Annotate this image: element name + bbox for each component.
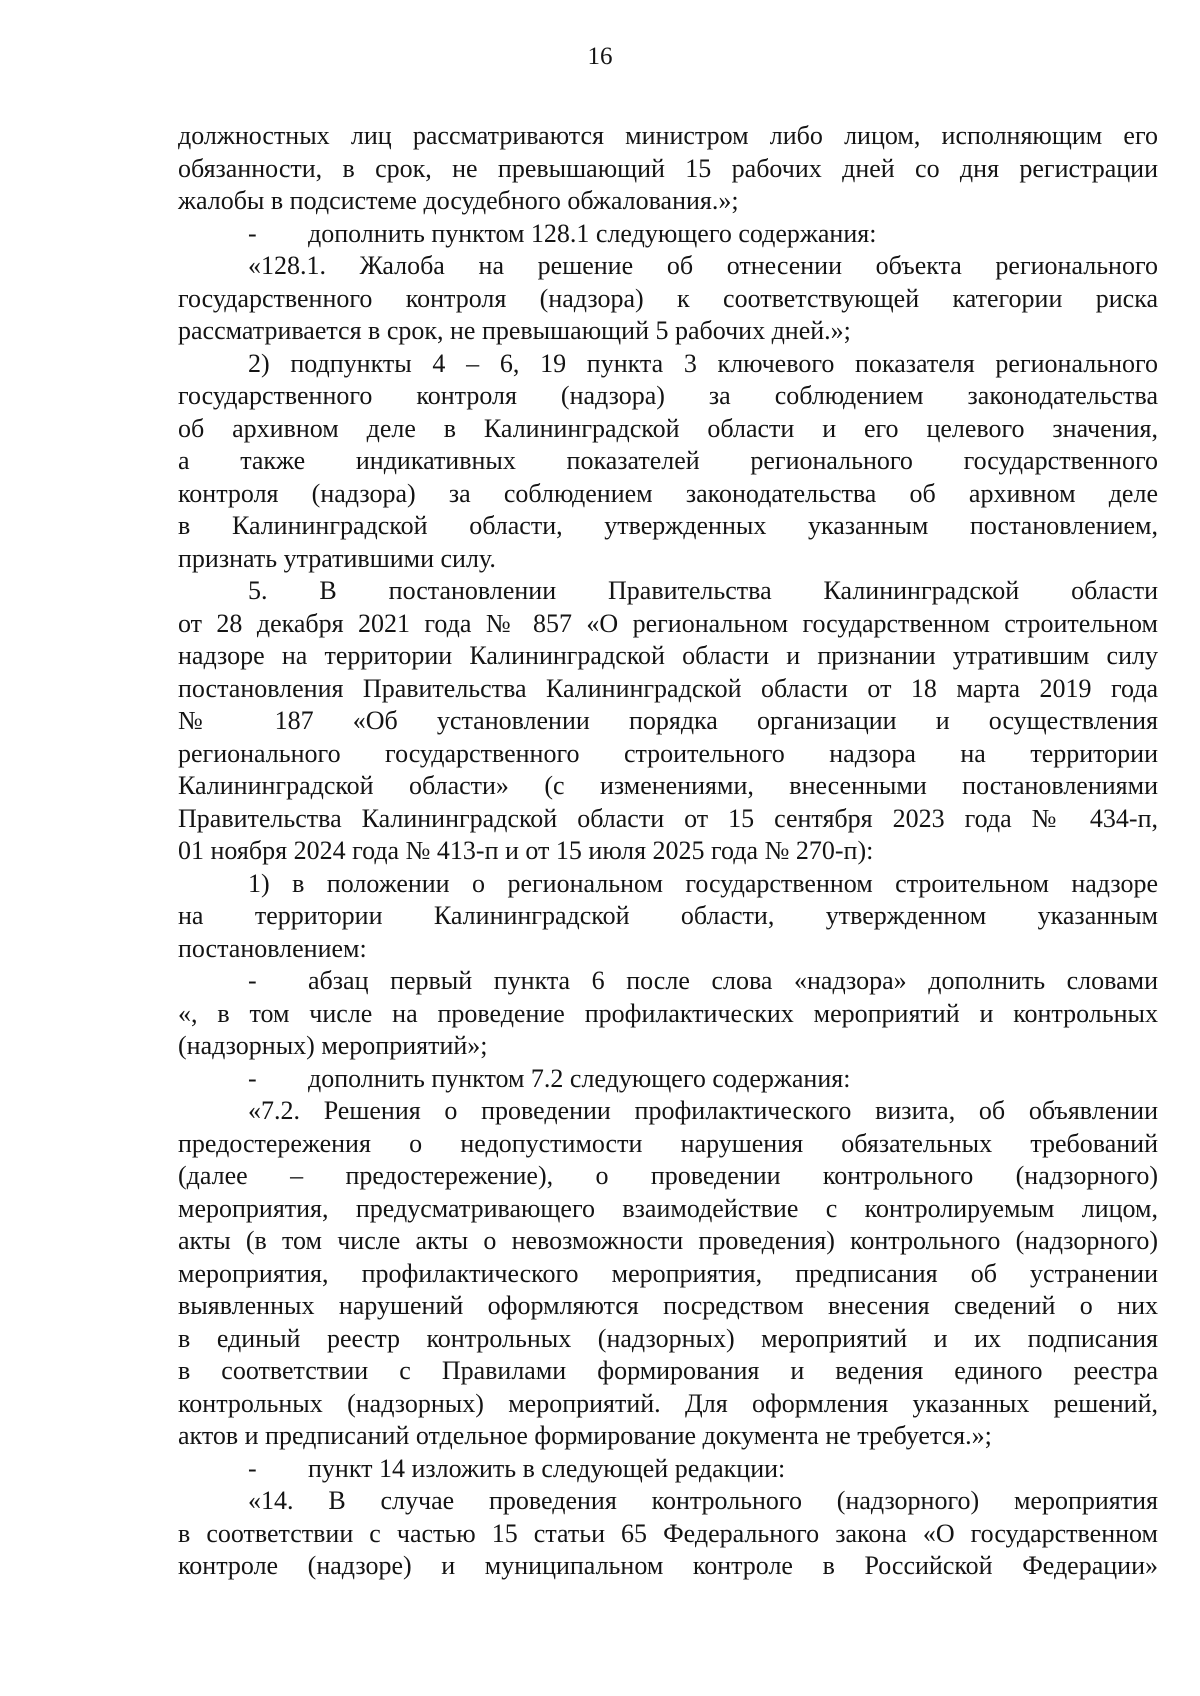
- list-item-text: абзац первый пункта 6 после слова «надзора» дополнить словами: [308, 966, 1158, 995]
- text-line: государственного контроля (надзора) за соблюдением законодательства: [178, 381, 1158, 410]
- text-line: 1) в положении о региональном государственном строительном надзоре: [248, 868, 1158, 898]
- dash-marker: -: [248, 218, 257, 248]
- text-line: 2) подпункты 4 – 6, 19 пункта 3 ключевого показателя регионального: [248, 348, 1158, 378]
- text-line: надзоре на территории Калининградской области и признании утратившим силу: [178, 641, 1158, 670]
- text-line: предостережения о недопустимости нарушения обязательных требований: [178, 1128, 1158, 1158]
- list-item: [178, 218, 1158, 251]
- text-line: контрольных (надзорных) мероприятий. Для оформления указанных решений,: [178, 1388, 1158, 1418]
- text-line: контроле (надзоре) и муниципальном контроле в Российской Федерации»: [178, 1551, 1158, 1580]
- list-item: [178, 1453, 1158, 1486]
- text-line: акты (в том числе акты о невозможности проведения) контрольного (надзорного): [178, 1226, 1158, 1255]
- text-line: актов и предписаний отдельное формирование документа не требуется.»;: [178, 1421, 992, 1450]
- text-line: контроля (надзора) за соблюдением законодательства об архивном деле: [178, 478, 1158, 508]
- text-line: (далее – предостережение), о проведении контрольного (надзорного): [178, 1161, 1158, 1190]
- dash-marker: -: [248, 966, 257, 995]
- text-line: в Калининградской области, утвержденных указанным постановлением,: [178, 511, 1158, 540]
- text-line: «, в том числе на проведение профилактических мероприятий и контрольных: [178, 998, 1158, 1028]
- text-line: рассматривается в срок, не превышающий 5 рабочих дней.»;: [178, 316, 851, 345]
- text-line: обязанности, в срок, не превышающий 15 рабочих дней со дня регистрации: [178, 153, 1158, 183]
- text-line: государственного контроля (надзора) к соответствующей категории риска: [178, 283, 1158, 313]
- list-item-text: пункт 14 изложить в следующей редакции:: [308, 1453, 786, 1483]
- text-line: признать утратившими силу.: [178, 543, 496, 573]
- list-item: [178, 965, 1158, 998]
- text-line: в соответствии с частью 15 статьи 65 Федерального закона «О государственном: [178, 1518, 1158, 1548]
- text-line: постановлением:: [178, 933, 367, 963]
- text-line: постановления Правительства Калининградской области от 18 марта 2019 года: [178, 673, 1158, 703]
- text-line: «14. В случае проведения контрольного (надзорного) мероприятия: [248, 1486, 1158, 1515]
- dash-marker: -: [248, 1453, 257, 1483]
- dash-marker: -: [248, 1063, 257, 1093]
- text-line: Правительства Калининградской области от 15 сентября 2023 года № 434-п,: [178, 803, 1158, 833]
- list-item-text: дополнить пунктом 7.2 следующего содержания:: [308, 1063, 851, 1093]
- text-line: в единый реестр контрольных (надзорных) мероприятий и их подписания: [178, 1323, 1158, 1353]
- text-line: а также индикативных показателей регионального государственного: [178, 446, 1158, 475]
- list-item: [178, 1063, 1158, 1096]
- text-line: от 28 декабря 2021 года № 857 «О региональном государственном строительном: [178, 608, 1158, 638]
- text-line: в соответствии с Правилами формирования и ведения единого реестра: [178, 1356, 1158, 1385]
- text-line: регионального государственного строительного надзора на территории: [178, 738, 1158, 768]
- text-line: должностных лиц рассматриваются министром либо лицом, исполняющим его: [178, 121, 1158, 150]
- text-line: «7.2. Решения о проведении профилактического визита, об объявлении: [248, 1096, 1158, 1125]
- text-line: 5. В постановлении Правительства Калининградской области: [248, 576, 1158, 605]
- page-number: 16: [587, 43, 613, 70]
- text-line: жалобы в подсистеме досудебного обжалования.»;: [178, 186, 739, 215]
- text-line: № 187 «Об установлении порядка организации и осуществления: [178, 706, 1158, 735]
- text-line: выявленных нарушений оформляются посредством внесения сведений о них: [178, 1291, 1158, 1320]
- text-line: об архивном деле в Калининградской области и его целевого значения,: [178, 413, 1158, 443]
- text-line: (надзорных) мероприятий»;: [178, 1031, 488, 1060]
- text-line: мероприятия, предусматривающего взаимодействие с контролируемым лицом,: [178, 1193, 1158, 1223]
- text-line: мероприятия, профилактического мероприятия, предписания об устранении: [178, 1258, 1158, 1288]
- document-body: [178, 120, 1158, 1583]
- text-line: «128.1. Жалоба на решение об отнесении объекта регионального: [248, 251, 1158, 280]
- text-line: на территории Калининградской области, утвержденном указанным: [178, 901, 1158, 930]
- text-line: Калининградской области» (с изменениями, внесенными постановлениями: [178, 771, 1158, 800]
- list-item-text: дополнить пунктом 128.1 следующего содержания:: [308, 218, 877, 248]
- text-line: 01 ноября 2024 года № 413-п и от 15 июля 2025 года № 270-п):: [178, 836, 874, 865]
